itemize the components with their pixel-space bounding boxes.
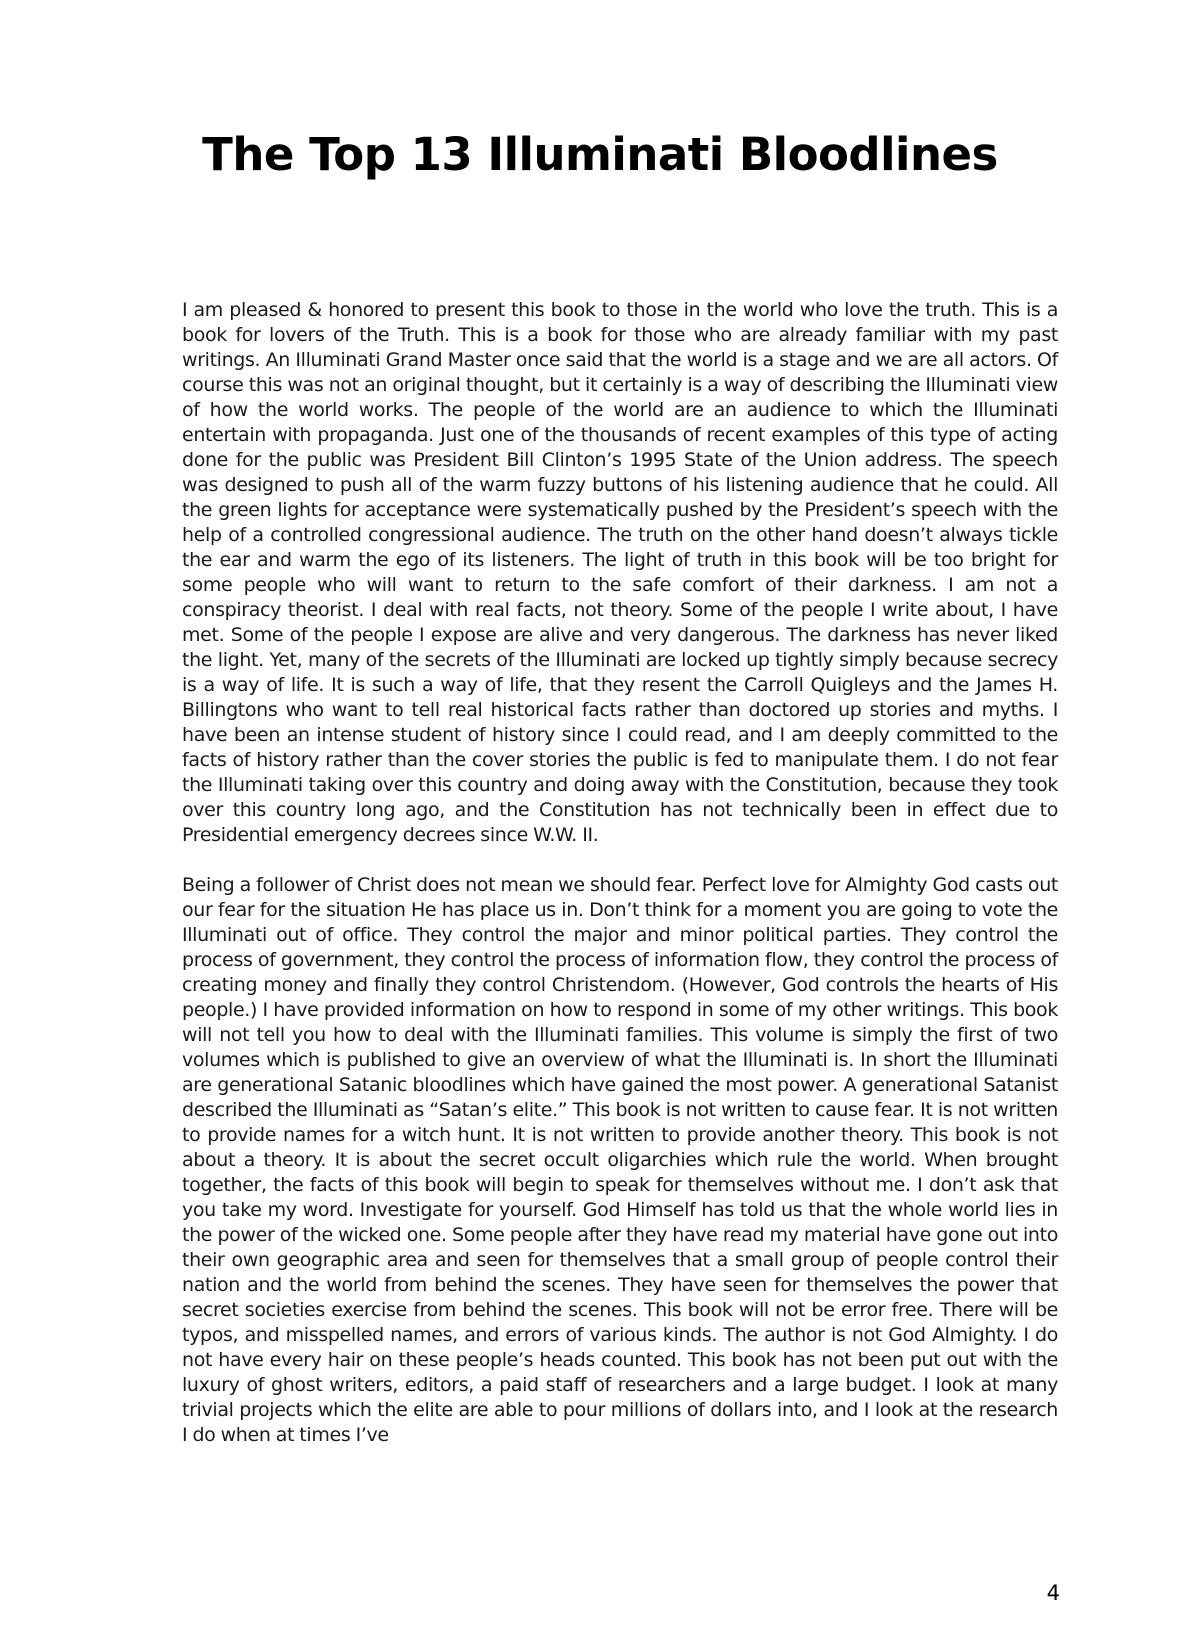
body-text [182, 298, 1058, 1448]
page-title: The Top 13 Illuminati Bloodlines [202, 128, 998, 181]
paragraph-2: Being a follower of Christ does not mean we should fear. Perfect love for Almighty God casts out our fear for the situation He has place us in. Don’t think for a moment you are going to vote the Illuminati out of office. They control the major and minor political parties. They control the process of government, they control the process of information flow, they control the process of creating money and finally they control Christendom. (However, God controls the hearts of His people.) I have provided information on how to respond in some of my other writings. This book will not tell you how to deal with the Illuminati families. This volume is simply the first of two volumes which is published to give an overview of what the Illuminati is. In short the Illuminati are generational Satanic bloodlines which have gained the most power. A generational Satanist described the Illuminati as “Satan’s elite.” This book is not written to cause fear. It is not written to provide names for a witch hunt. It is not written to provide another theory. This book is not about a theory. It is about the secret occult oligarchies which rule the world. When brought together, the facts of this book will begin to speak for themselves without me. I don’t ask that you take my word. Investigate for yourself. God Himself has told us that the whole world lies in the power of the wicked one. Some people after they have read my material have gone out into their own geographic area and seen for themselves that a small group of people control their nation and the world from behind the scenes. They have seen for themselves the power that secret societies exercise from behind the scenes. This book will not be error free. There will be typos, and misspelled names, and errors of various kinds. The author is not God Almighty. I do not have every hair on these people’s heads counted. This book has not been put out with the luxury of ghost writers, editors, a paid staff of researchers and a large budget. I look at many trivial projects which the elite are able to pour millions of dollars into, and I look at the research I do when at times I’ve [182, 874, 1058, 1446]
paragraph-1: I am pleased & honored to present this book to those in the world who love the truth. This is a book for lovers of the Truth. This is a book for those who are already familiar with my past writings. An Illuminati Grand Master once said that the world is a stage and we are all actors. Of course this was not an original thought, but it certainly is a way of describing the Illuminati view of how the world works. The people of the world are an audience to which the Illuminati entertain with propaganda. Just one of the thousands of recent examples of this type of acting done for the public was President Bill Clinton’s 1995 State of the Union address. The speech was designed to push all of the warm fuzzy buttons of his listening audience that he could. All the green lights for acceptance were systematically pushed by the President’s speech with the help of a controlled congressional audience. The truth on the other hand doesn’t always tickle the ear and warm the ego of its listeners. The light of truth in this book will be too bright for some people who will want to return to the safe comfort of their darkness. I am not a conspiracy theorist. I deal with real facts, not theory. Some of the people I write about, I have met. Some of the people I expose are alive and very dangerous. The darkness has never liked the light. Yet, many of the secrets of the Illuminati are locked up tightly simply because secrecy is a way of life. It is such a way of life, that they resent the Carroll Quigleys and the James H. Billingtons who want to tell real historical facts rather than doctored up stories and myths. I have been an intense student of history since I could read, and I am deeply committed to the facts of history rather than the cover stories the public is fed to manipulate them. I do not fear the Illuminati taking over this country and doing away with the Constitution, because they took over this country long ago, and the Constitution has not technically been in effect due to Presidential emergency decrees since W.W. II. [182, 299, 1058, 846]
page-number: 4 [1046, 1581, 1060, 1605]
